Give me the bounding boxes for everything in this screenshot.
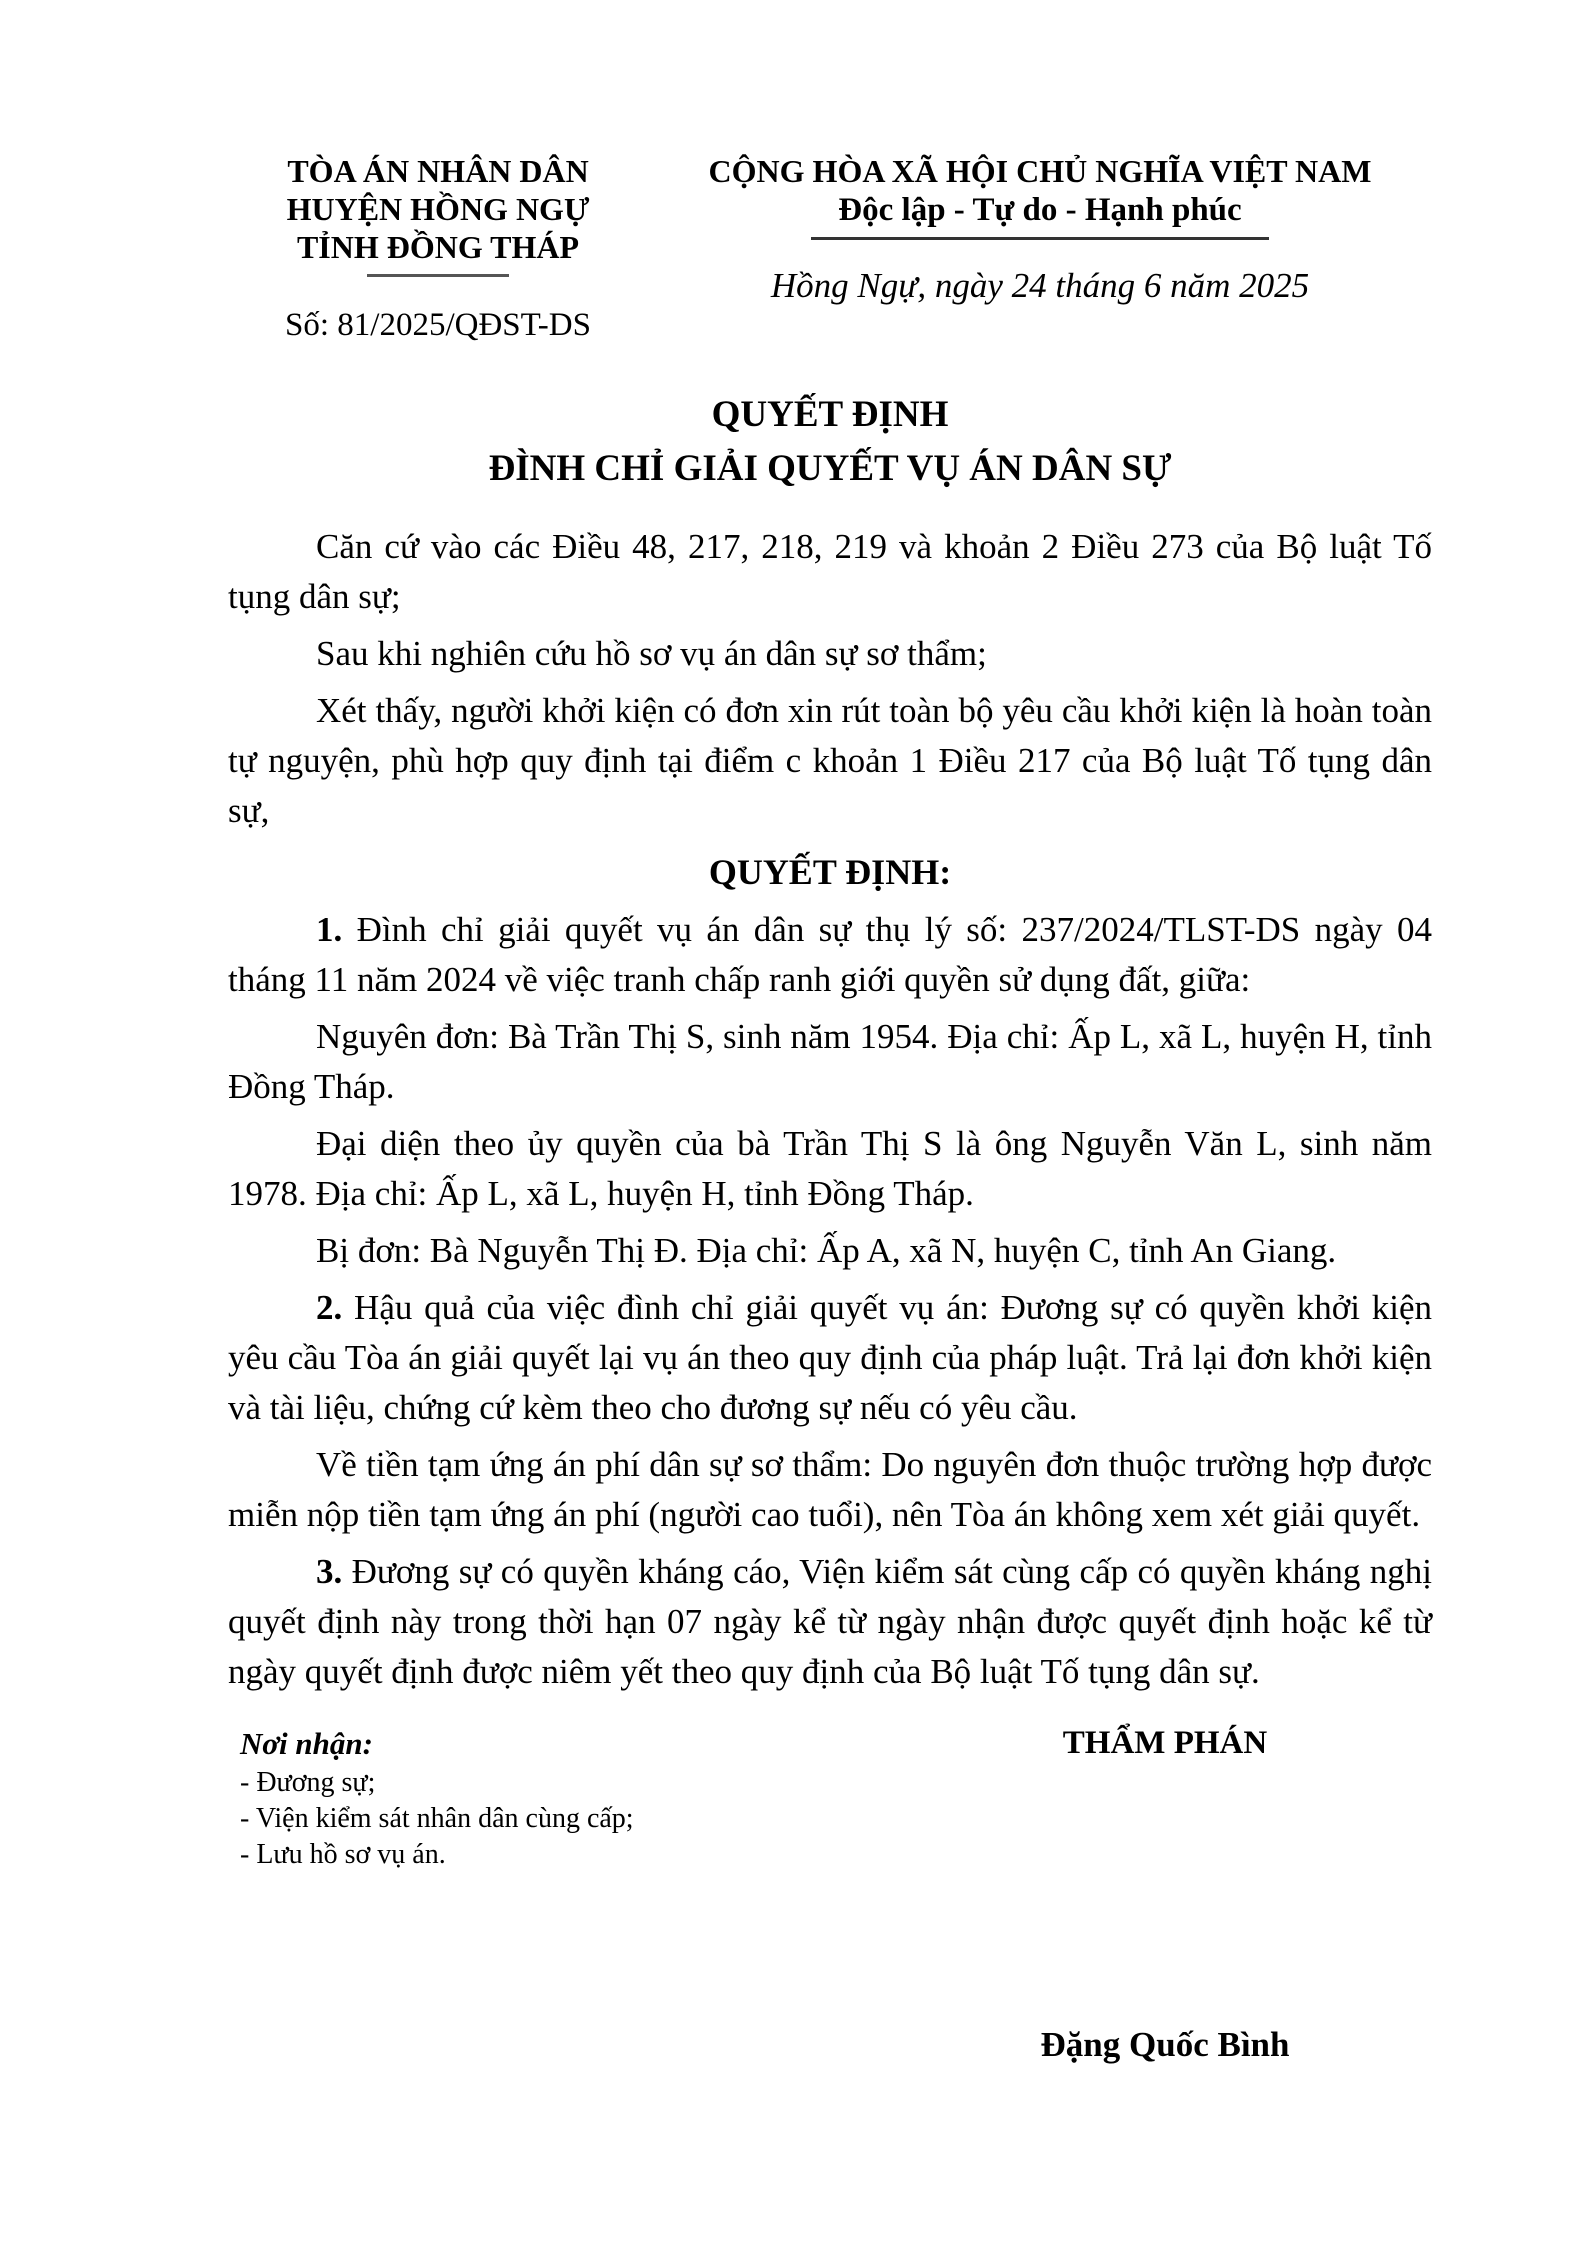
item-number: 3. <box>316 1552 352 1591</box>
recipient-item: - Đương sự; <box>240 1767 376 1798</box>
representative-paragraph <box>228 1119 1432 1219</box>
decision-heading: QUYẾT ĐỊNH: <box>708 852 952 892</box>
paragraph-text: Về tiền tạm ứng án phí dân sự sơ thẩm: Do nguyên đơn thuộc trường hợp được miễn nộp tiền tạm ứng án phí (người cao tuổi), nên Tòa án không xem xét giải quyết. <box>228 1445 1432 1534</box>
motto-underline <box>811 237 1269 240</box>
signature-block <box>955 1723 1375 2065</box>
national-name: CỘNG HÒA XÃ HỘI CHỦ NGHĨA VIỆT NAM <box>708 153 1372 189</box>
recipients-block <box>228 1723 955 2065</box>
defendant-paragraph <box>228 1226 1432 1276</box>
document-header <box>228 152 1432 344</box>
court-name-line-1: TÒA ÁN NHÂN DÂN <box>287 153 589 189</box>
decision-paragraph-3 <box>228 1547 1432 1697</box>
court-name-line-3: TỈNH ĐỒNG THÁP <box>296 229 580 265</box>
national-motto: Độc lập - Tự do - Hạnh phúc <box>838 192 1242 228</box>
item-number: 1. <box>316 910 357 949</box>
recipient-item: - Lưu hồ sơ vụ án. <box>240 1839 446 1870</box>
document-number: Số: 81/2025/QĐST-DS <box>285 307 591 343</box>
court-fee-paragraph <box>228 1440 1432 1540</box>
place-and-date: Hồng Ngự, ngày 24 tháng 6 năm 2025 <box>770 266 1310 305</box>
document-subtitle: ĐÌNH CHỈ GIẢI QUYẾT VỤ ÁN DÂN SỰ <box>488 448 1172 489</box>
court-name-line-2: HUYỆN HỒNG NGỰ <box>286 191 590 227</box>
court-name-underline <box>367 274 509 277</box>
decision-paragraph-2 <box>228 1283 1432 1433</box>
document-body <box>228 522 1432 1697</box>
preamble-paragraph: Căn cứ vào các Điều 48, 217, 218, 219 và khoản 2 Điều 273 của Bộ luật Tố tụng dân sự; <box>228 527 1432 616</box>
recipient-item: - Viện kiểm sát nhân dân cùng cấp; <box>240 1803 634 1834</box>
document-title-block <box>228 390 1432 498</box>
item-number: 2. <box>316 1288 355 1327</box>
recipients-label: Nơi nhận: <box>240 1726 373 1761</box>
issuing-court-block <box>228 152 648 344</box>
paragraph-text: Đại diện theo ủy quyền của bà Trần Thị S là ông Nguyễn Văn L, sinh năm 1978. Địa chỉ: Ấp L, xã L, huyện H, tỉnh Đồng Tháp. <box>228 1124 1432 1213</box>
preamble-paragraph: Xét thấy, người khởi kiện có đơn xin rút toàn bộ yêu cầu khởi kiện là hoàn toàn tự nguyện, phù hợp quy định tại điểm c khoản 1 Điều 217 của Bộ luật Tố tụng dân sự, <box>228 691 1432 830</box>
judge-title: THẨM PHÁN <box>1062 1725 1268 1761</box>
paragraph-text: Hậu quả của việc đình chỉ giải quyết vụ án: Đương sự có quyền khởi kiện yêu cầu Tòa án giải quyết lại vụ án theo quy định của pháp luật. Trả lại đơn khởi kiện và tài liệu, chứng cứ kèm theo cho đương sự nếu có yêu cầu. <box>228 1288 1432 1427</box>
judge-name: Đặng Quốc Bình <box>1040 2025 1290 2064</box>
paragraph-text: Nguyên đơn: Bà Trần Thị S, sinh năm 1954. Địa chỉ: Ấp L, xã L, huyện H, tỉnh Đồng Tháp. <box>228 1017 1432 1106</box>
paragraph-text: Bị đơn: Bà Nguyễn Thị Đ. Địa chỉ: Ấp A, xã N, huyện C, tỉnh An Giang. <box>316 1231 1337 1270</box>
paragraph-text: Đình chỉ giải quyết vụ án dân sự thụ lý số: 237/2024/TLST-DS ngày 04 tháng 11 năm 2024 về việc tranh chấp ranh giới quyền sử dụng đất, giữa: <box>228 910 1432 999</box>
document-footer <box>228 1723 1432 2065</box>
plaintiff-paragraph <box>228 1012 1432 1112</box>
preamble-paragraph: Sau khi nghiên cứu hồ sơ vụ án dân sự sơ thẩm; <box>316 634 987 673</box>
national-header-block <box>648 152 1432 344</box>
document-title: QUYẾT ĐỊNH <box>711 394 949 435</box>
decision-paragraph-1 <box>228 905 1432 1005</box>
paragraph-text: Đương sự có quyền kháng cáo, Viện kiểm sát cùng cấp có quyền kháng nghị quyết định này trong thời hạn 07 ngày kể từ ngày nhận được quyết định hoặc kể từ ngày quyết định được niêm yết theo quy định của Bộ luật Tố tụng dân sự. <box>228 1552 1433 1691</box>
